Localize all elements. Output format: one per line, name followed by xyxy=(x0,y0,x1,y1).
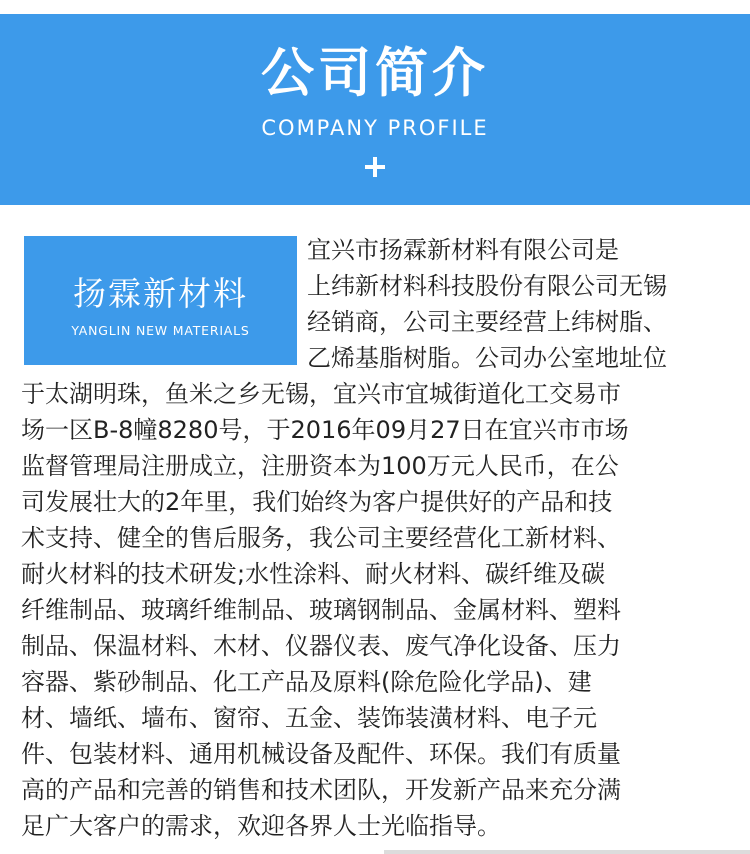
intro-text-line: 术支持、健全的售后服务，我公司主要经营化工新材料、 xyxy=(21,524,621,552)
intro-text-line: 于太湖明珠，鱼米之乡无锡，宜兴市宜城街道化工交易市 xyxy=(21,380,621,408)
intro-text-line: 司发展壮大的2年里，我们始终为客户提供好的产品和技 xyxy=(21,488,613,516)
intro-text-line: 材、墙纸、墙布、窗帘、五金、装饰装潢材料、电子元 xyxy=(21,704,597,732)
intro-text-line: 制品、保温材料、木材、仪器仪表、废气净化设备、压力 xyxy=(21,632,621,660)
intro-text-line: 高的产品和完善的销售和技术团队，开发新产品来充分满 xyxy=(21,776,621,804)
plus-icon xyxy=(365,157,385,177)
intro-text-line: 宜兴市扬霖新材料有限公司是 xyxy=(307,236,619,264)
company-profile-header xyxy=(0,14,750,205)
intro-text-line: 件、包装材料、通用机械设备及配件、环保。我们有质量 xyxy=(21,740,621,768)
intro-text-line: 上纬新材料科技股份有限公司无锡 xyxy=(307,272,667,300)
intro-text-line: 容器、紫砂制品、化工产品及原料(除危险化学品)、建 xyxy=(21,668,592,696)
page-title: 公司简介 xyxy=(261,43,489,104)
intro-text-line: 足广大客户的需求，欢迎各界人士光临指导。 xyxy=(21,812,501,840)
bottom-divider xyxy=(384,850,750,854)
brand-name-en: YANGLIN NEW MATERIALS xyxy=(71,323,250,338)
intro-text-line: 纤维制品、玻璃纤维制品、玻璃钢制品、金属材料、塑料 xyxy=(21,596,621,624)
brand-logo xyxy=(24,236,297,365)
page-subtitle: COMPANY PROFILE xyxy=(261,116,489,140)
intro-text-line: 乙烯基脂树脂。公司办公室地址位 xyxy=(307,344,667,372)
intro-text-line: 经销商，公司主要经营上纬树脂、 xyxy=(307,308,667,336)
intro-text-line: 场一区B-8幢8280号，于2016年09月27日在宜兴市市场 xyxy=(21,416,629,444)
brand-name-cn: 扬霖新材料 xyxy=(73,274,248,313)
intro-text-line: 监督管理局注册成立，注册资本为100万元人民币，在公 xyxy=(21,452,619,480)
intro-text-line: 耐火材料的技术研发;水性涂料、耐火材料、碳纤维及碳 xyxy=(21,560,606,588)
